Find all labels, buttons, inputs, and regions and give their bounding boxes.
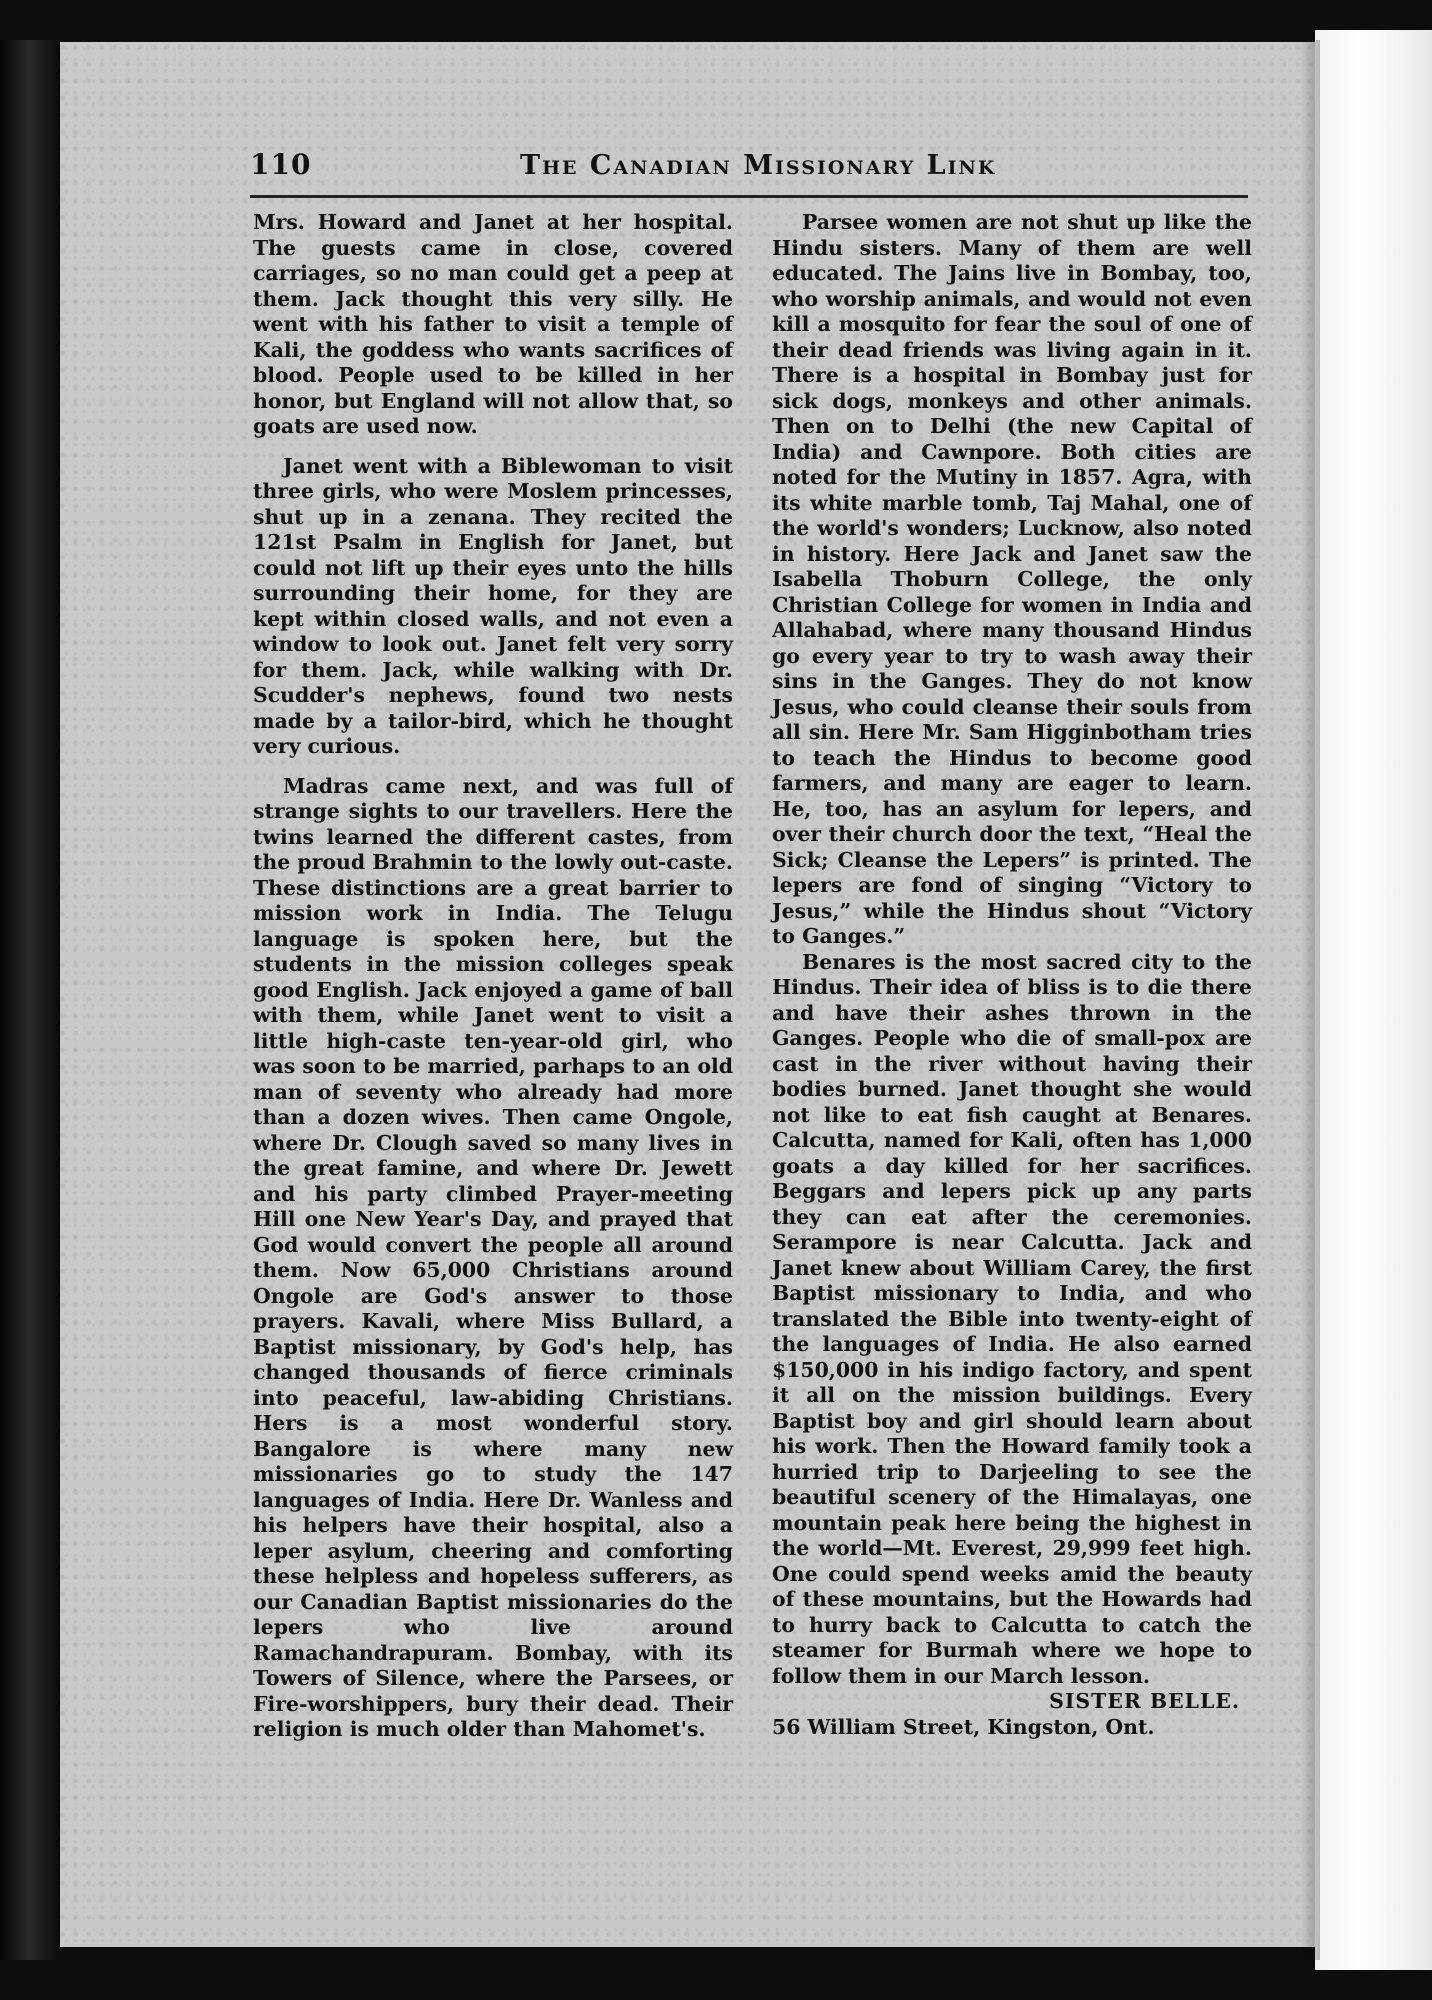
author-signature: SISTER BELLE. bbox=[1049, 1689, 1240, 1713]
right-column bbox=[772, 210, 1252, 1740]
paragraph: Janet went with a Biblewoman to visit three girls, who were Moslem princesses, shut up in a zenana. They recited the 121st Psalm in English for Janet, but could not lift up their eyes unto the hills surrounding their home, for they are kept within closed walls, and not even a window to look out. Janet felt very sorry for them. Jack, while walking with Dr. Scudder's nephews, found two nests made by a tailor-bird, which he thought very curious. bbox=[253, 453, 733, 758]
journal-title: The Canadian Missionary Link bbox=[520, 150, 997, 181]
paragraph: Mrs. Howard and Janet at her hospital. The guests came in close, covered carriages, so no man could get a peep at them. Jack thought this very silly. He went with his father to visit a temple of Kali, the goddess who wants sacrifices of blood. People used to be killed in her honor, but England will not allow that, so goats are used now. bbox=[253, 210, 733, 438]
page-gutter-shadow bbox=[1300, 40, 1320, 1960]
author-address: 56 William Street, Kingston, Ont. bbox=[772, 1714, 1155, 1739]
paragraph: Benares is the most sacred city to the Hindus. Their idea of bliss is to die there and have their ashes thrown in the Ganges. People who die of small-pox are cast in the river without having their bodies burned. Janet thought she would not like to eat fish caught at Benares. Calcutta, named for Kali, often has 1,000 goats a day killed for her sacrifices. Beggars and lepers pick up any parts they can eat after the ceremonies. Serampore is near Calcutta. Jack and Janet knew about William Carey, the first Baptist missionary to India, and who translated the Bible into twenty-eight of the languages of India. He also earned $150,000 in his indigo factory, and spent it all on the mission buildings. Every Baptist boy and girl should learn about his work. Then the Howard family took a hurried trip to Darjeeling to see the beautiful scenery of the Himalayas, one mountain peak here being the highest in the world—Mt. Everest, 29,999 feet high. One could spend weeks amid the beauty of these mountains, but the Howards had to hurry back to Calcutta to catch the steamer for Burmah where we hope to follow them in our March lesson. bbox=[772, 949, 1252, 1688]
running-header bbox=[250, 148, 1250, 188]
header-rule bbox=[250, 195, 1248, 198]
facing-page-edge bbox=[1315, 30, 1432, 1970]
book-binding bbox=[0, 40, 60, 1960]
paragraph: Madras came next, and was full of strange sights to our travellers. Here the twins learned the different castes, from the proud Brahmin to the lowly out-caste. These distinctions are a great barrier to mission work in India. The Telugu language is spoken here, but the students in the mission colleges speak good English. Jack enjoyed a game of ball with them, while Janet went to visit a little high-caste ten-year-old girl, who was soon to be married, parhaps to an old man of seventy who already had more than a dozen wives. Then came Ongole, where Dr. Clough saved so many lives in the great famine, and where Dr. Jewett and his party climbed Prayer-meeting Hill one New Year's Day, and prayed that God would convert the people all around them. Now 65,000 Christians around Ongole are God's answer to those prayers. Kavali, where Miss Bullard, a Baptist missionary, by God's help, has changed thousands of fierce criminals into peaceful, law-abiding Christians. Hers is a most wonderful story. Bangalore is where many new missionaries go to study the 147 languages of India. Here Dr. Wanless and his helpers have their hospital, also a leper asylum, cheering and comforting these helpless and hopeless sufferers, as our Canadian Baptist missionaries do the lepers who live around Ramachandrapuram. Bombay, with its Towers of Silence, where the Parsees, or Fire-worshippers, bury their dead. Their religion is much older than Mahomet's. bbox=[253, 773, 733, 1741]
paragraph: Parsee women are not shut up like the Hindu sisters. Many of them are well educated. The Jains live in Bombay, too, who worship animals, and would not even kill a mosquito for fear the soul of one of their dead friends was living again in it. There is a hospital in Bombay just for sick dogs, monkeys and other animals. Then on to Delhi (the new Capital of India) and Cawnpore. Both cities are noted for the Mutiny in 1857. Agra, with its white marble tomb, Taj Mahal, one of the world's wonders; Lucknow, also noted in history. Here Jack and Janet saw the Isabella Thoburn College, the only Christian College for women in India and Allahabad, where many thousand Hindus go every year to try to wash away their sins in the Ganges. They do not know Jesus, who could cleanse their souls from all sin. Here Mr. Sam Higginbotham tries to teach the Hindus to become good farmers, and many are eager to learn. He, too, has an asylum for lepers, and over their church door the text, “Heal the Sick; Cleanse the Lepers” is printed. The lepers are fond of singing “Victory to Jesus,” while the Hindus shout “Victory to Ganges.” bbox=[772, 210, 1252, 948]
left-column bbox=[253, 210, 733, 1743]
page-number: 110 bbox=[250, 148, 312, 181]
